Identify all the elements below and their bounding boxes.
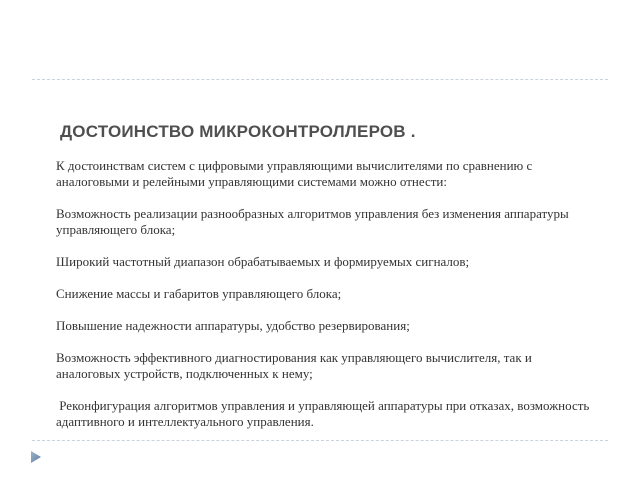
list-item: Широкий частотный диапазон обрабатываемых и формируемых сигналов;	[56, 254, 470, 269]
list-item: Возможность эффективного диагностирования как управляющего вычислителя, так и аналоговых устройств, подключенных к нему;	[56, 350, 532, 381]
triangle-arrow-icon[interactable]	[30, 450, 42, 464]
list-item: Возможность реализации разнообразных алгоритмов управления без изменения аппаратуры управляющего блока;	[56, 206, 569, 237]
list-item: Снижение массы и габаритов управляющего блока;	[56, 286, 342, 301]
slide-title: ДОСТОИНСТВО МИКРОКОНТРОЛЛЕРОВ .	[60, 122, 416, 141]
intro-paragraph: К достоинствам систем с цифровыми управляющими вычислителями по сравнению с аналоговыми и релейными управляющими системами можно отнести:	[56, 158, 533, 189]
top-divider	[32, 79, 608, 80]
list-item: Повышение надежности аппаратуры, удобство резервирования;	[56, 318, 410, 333]
bottom-divider	[32, 440, 608, 441]
list-item: Реконфигурация алгоритмов управления и управляющей аппаратуры при отказах, возможность адаптивного и интеллектуального управления.	[56, 398, 593, 429]
slide-body	[56, 158, 596, 446]
